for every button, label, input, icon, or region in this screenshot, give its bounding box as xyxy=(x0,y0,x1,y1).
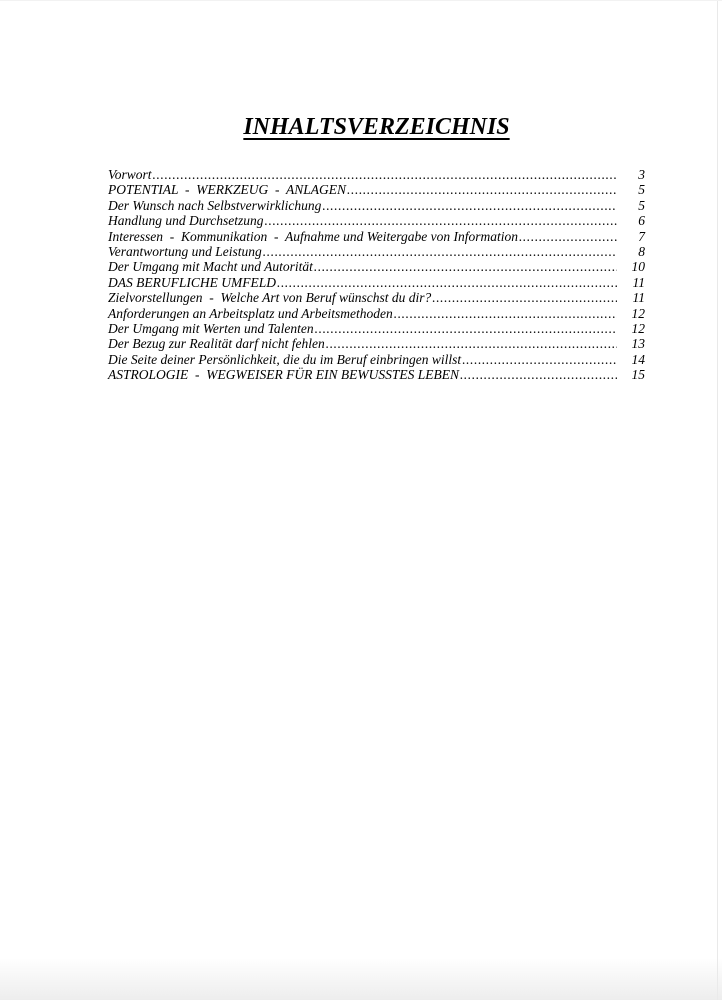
toc-leader-dots xyxy=(459,367,617,382)
toc-row xyxy=(108,290,645,305)
toc-leader-dots xyxy=(313,259,617,274)
toc-page-number: 7 xyxy=(638,228,645,244)
toc-leader-dots xyxy=(264,213,618,228)
toc-page-number: 8 xyxy=(638,243,645,259)
toc-label: Vorwort xyxy=(108,167,152,182)
toc-label: Interessen - Kommunikation - Aufnahme und Weitergabe von Information xyxy=(108,228,518,244)
toc-label: Zielvorstellungen - Welche Art von Beruf wünschst du dir? xyxy=(108,290,432,306)
page-bottom-shadow xyxy=(0,958,722,1000)
toc-leader-dots xyxy=(276,275,617,290)
toc-leader-dots xyxy=(393,306,617,321)
toc-label: Der Bezug zur Realität darf nicht fehlen xyxy=(108,336,325,352)
page-title xyxy=(108,114,645,141)
toc-page-number: 12 xyxy=(631,305,645,321)
toc-page-number: 6 xyxy=(638,213,645,229)
toc-label: Verantwortung und Leistung xyxy=(108,243,262,259)
toc-list xyxy=(108,167,645,382)
toc-label: Der Wunsch nach Selbstverwirklichung xyxy=(108,197,322,213)
toc-page-number: 5 xyxy=(638,197,645,213)
toc-leader-dots xyxy=(325,336,617,351)
toc-leader-dots xyxy=(346,182,617,197)
toc-label: ASTROLOGIE - WEGWEISER FÜR EIN BEWUSSTES LEBEN xyxy=(108,367,459,383)
toc-label: POTENTIAL - WERKZEUG - ANLAGEN xyxy=(108,182,347,198)
page-title-text: INHALTSVERZEICHNIS xyxy=(243,114,510,141)
toc-page-number: 3 xyxy=(638,167,645,182)
toc-row xyxy=(108,259,645,274)
toc-page-number: 15 xyxy=(631,367,645,383)
toc-leader-dots xyxy=(262,244,617,259)
toc-page-number: 14 xyxy=(631,351,645,367)
toc-leader-dots xyxy=(431,290,617,305)
toc-label: Der Umgang mit Macht und Autorität xyxy=(108,259,313,275)
toc-row xyxy=(108,229,645,244)
toc-row xyxy=(108,167,645,182)
toc-row xyxy=(108,244,645,259)
toc-page-number: 10 xyxy=(631,259,645,275)
page-right-edge xyxy=(717,1,718,1000)
toc-row xyxy=(108,213,645,228)
toc-row xyxy=(108,367,645,382)
toc-label: DAS BERUFLICHE UMFELD xyxy=(108,274,276,290)
toc-leader-dots xyxy=(461,352,617,367)
toc-row xyxy=(108,321,645,336)
toc-leader-dots xyxy=(314,321,617,336)
toc-row xyxy=(108,275,645,290)
toc-label: Die Seite deiner Persönlichkeit, die du im Beruf einbringen willst xyxy=(108,351,462,367)
toc-label: Handlung und Durchsetzung xyxy=(108,213,264,229)
toc-page-number: 11 xyxy=(632,290,645,306)
toc-row xyxy=(108,182,645,197)
toc-label: Anforderungen an Arbeitsplatz und Arbeitsmethoden xyxy=(108,305,393,321)
toc-leader-dots xyxy=(518,229,617,244)
toc-page-number: 13 xyxy=(631,336,645,352)
toc-page-number: 5 xyxy=(638,182,645,198)
toc-leader-dots xyxy=(152,167,617,182)
toc-label: Der Umgang mit Werten und Talenten xyxy=(108,320,314,336)
toc-row xyxy=(108,336,645,351)
toc-leader-dots xyxy=(321,198,617,213)
toc-page-number: 12 xyxy=(631,320,645,336)
toc-row xyxy=(108,198,645,213)
toc-row xyxy=(108,306,645,321)
toc-row xyxy=(108,352,645,367)
toc-page-number: 11 xyxy=(632,274,645,290)
